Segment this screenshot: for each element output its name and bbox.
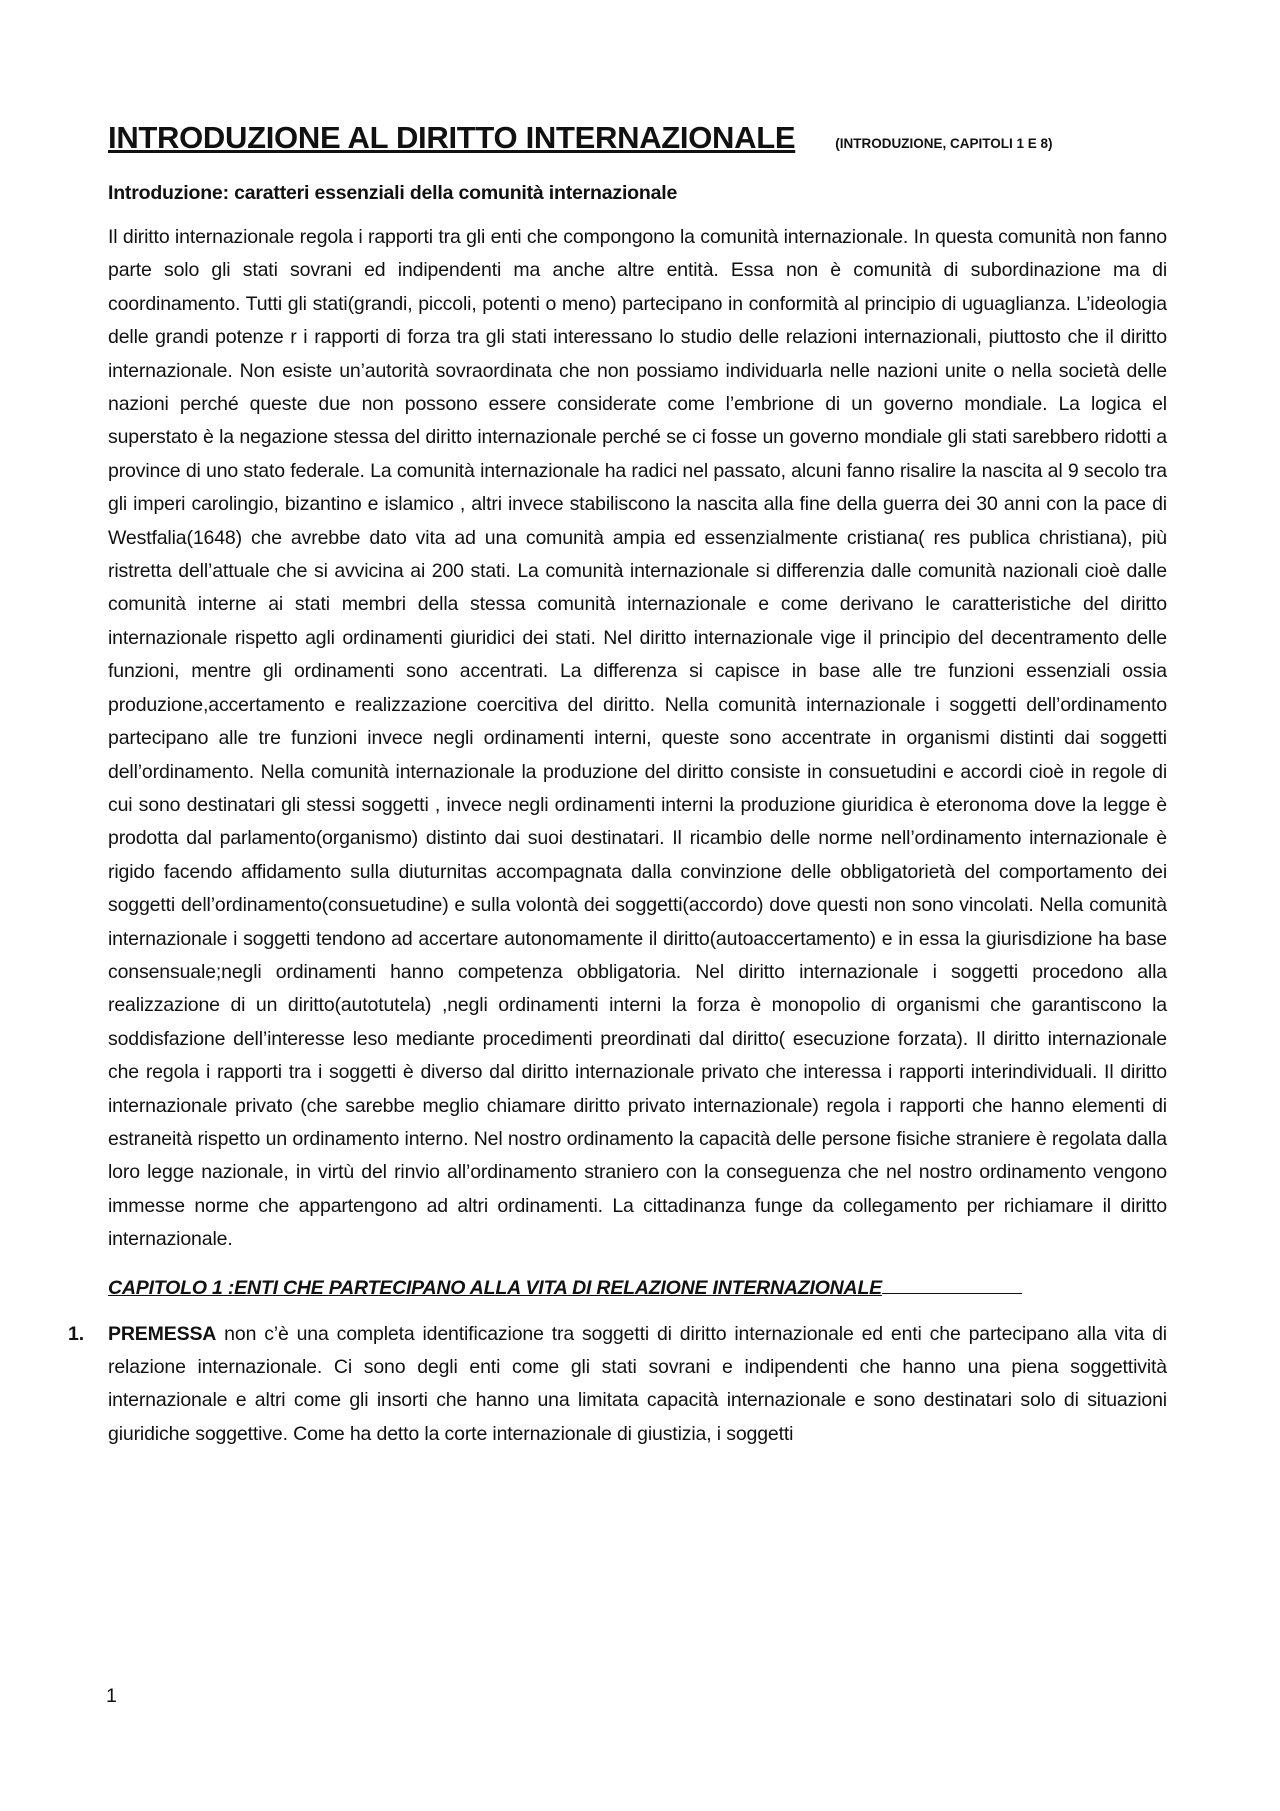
document-title: INTRODUZIONE AL DIRITTO INTERNAZIONALE xyxy=(108,120,796,155)
section-1-lead: PREMESSA xyxy=(108,1322,217,1345)
section-1-text: non c’è una completa identificazione tra soggetti di diritto internazionale ed enti che partecipano alla vita di relazione internazionale. Ci sono degli enti come gli stati sovrani e indipendenti che hanno una piena soggettività internazionale e altri come gli insorti che hanno una limitata capacità internazionale e sono destinatari solo di situazioni giuridiche soggettive. Come ha detto la corte internazionale di giustizia, i soggetti xyxy=(108,1322,1167,1445)
page-number: 1 xyxy=(106,1685,117,1707)
chapter-heading xyxy=(108,1277,1167,1300)
document-subtitle: (INTRODUZIONE, CAPITOLI 1 E 8) xyxy=(835,136,1053,151)
section-1 xyxy=(68,1318,1167,1452)
chapter-heading-text: CAPITOLO 1 :ENTI CHE PARTECIPANO ALLA VITA DI RELAZIONE INTERNAZIONALE xyxy=(108,1276,882,1299)
intro-heading: Introduzione: caratteri essenziali della comunità internazionale xyxy=(108,182,678,204)
intro-paragraph: Il diritto internazionale regola i rapporti tra gli enti che compongono la comunità internazionale. In questa comunità non fanno parte solo gli stati sovrani ed indipendenti ma anche altre entità. Essa non è comunità di subordinazione ma di coordinamento. Tutti gli stati(grandi, piccoli, potenti o meno) partecipano in conformità al principio di uguaglianza. L’ideologia delle grandi potenze r i rapporti di forza tra gli stati interessano lo studio delle relazioni internazionali, piuttosto che il diritto internazionale. Non esiste un’autorità sovraordinata che non possiamo individuarla nelle nazioni unite o nella società delle nazioni perché queste due non possono essere considerate come l’embrione di un governo mondiale. La logica el superstato è la negazione stessa del diritto internazionale perché se ci fosse un governo mondiale gli stati sarebbero ridotti a province di uno stato federale. La comunità internazionale ha radici nel passato, alcuni fanno risalire la nascita al 9 secolo tra gli imperi carolingio, bizantino e islamico , altri invece stabiliscono la nascita alla fine della guerra dei 30 anni con la pace di Westfalia(1648) che avrebbe dato vita ad una comunità ampia ed essenzialmente cristiana( res publica christiana), più ristretta dell’attuale che si avvicina ai 200 stati. La comunità internazionale si differenzia dalle comunità nazionali cioè dalle comunità interne ai stati membri della stessa comunità internazionale e come derivano le caratteristiche del diritto internazionale rispetto agli ordinamenti giuridici dei stati. Nel diritto internazionale vige il principio del decentramento delle funzioni, mentre gli ordinamenti sono accentrati. La differenza si capisce in base alle tre funzioni essenziali ossia produzione,accertamento e realizzazione coercitiva del diritto. Nella comunità internazionale i soggetti dell’ordinamento partecipano alle tre funzioni invece negli ordinamenti interni, queste sono accentrate in organismi distinti dai soggetti dell’ordinamento. Nella comunità internazionale la produzione del diritto consiste in consuetudini e accordi cioè in regole di cui sono destinatari gli stessi soggetti , invece negli ordinamenti interni la produzione giuridica è eteronoma dove la legge è prodotta dal parlamento(organismo) distinto dai suoi destinatari. Il ricambio delle norme nell’ordinamento internazionale è rigido facendo affidamento sulla diuturnitas accompagnata dalla convinzione delle obbligatorietà del comportamento dei soggetti dell’ordinamento(consuetudine) e sulla volontà dei soggetti(accordo) dove questi non sono vincolati. Nella comunità internazionale i soggetti tendono ad accertare autonomamente il diritto(autoaccertamento) e in essa la giurisdizione ha base consensuale;negli ordinamenti hanno competenza obbligatoria. Nel diritto internazionale i soggetti procedono alla realizzazione di un diritto(autotutela) ,negli ordinamenti interni la forza è monopolio di organismi che garantiscono la soddisfazione dell’interesse leso mediante procedimenti preordinati dal diritto( esecuzione forzata). Il diritto internazionale che regola i rapporti tra i soggetti è diverso dal diritto internazionale privato che interessa i rapporti interindividuali. Il diritto internazionale privato (che sarebbe meglio chiamare diritto privato internazionale) regola i rapporti che hanno elementi di estraneità rispetto un ordinamento interno. Nel nostro ordinamento la capacità delle persone fisiche straniere è regolata dalla loro legge nazionale, in virtù del rinvio all’ordinamento straniero con la conseguenza che nel nostro ordinamento vengono immesse norme che appartengono ad altri ordinamenti. La cittadinanza funge da collegamento per richiamare il diritto internazionale. xyxy=(108,226,1167,1251)
section-1-number: 1. xyxy=(68,1322,84,1345)
title-line xyxy=(108,120,1167,156)
heading-underline-fill xyxy=(882,1293,1022,1294)
